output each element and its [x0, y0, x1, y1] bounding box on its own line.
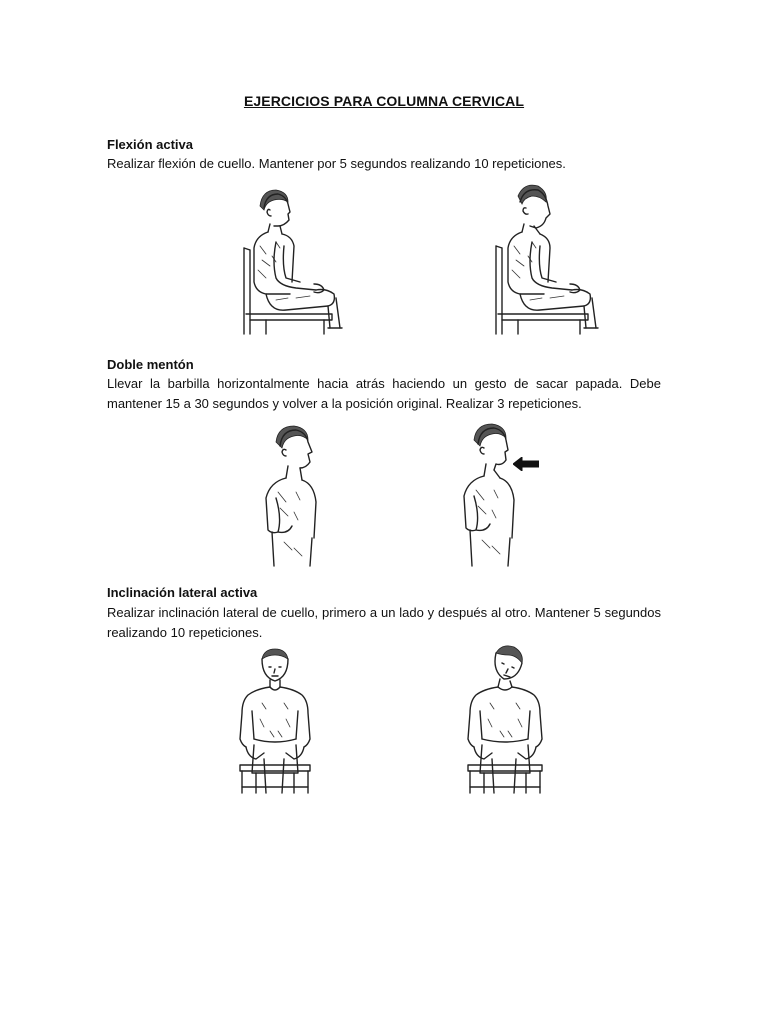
- section-heading-inclinacion: Inclinación lateral activa: [107, 585, 258, 600]
- section-text-flexion: Realizar flexión de cuello. Mantener por 5 segundos realizando 10 repeticiones.: [107, 156, 566, 171]
- seated-neck-flexion-figure: [488, 180, 604, 336]
- document-title: EJERCICIOS PARA COLUMNA CERVICAL: [243, 93, 525, 109]
- chin-retraction-figure: [460, 420, 544, 568]
- seated-front-tilt-figure: [462, 643, 548, 795]
- seated-front-upright-figure: [234, 647, 316, 795]
- arrow-left-icon: [513, 457, 539, 471]
- section-text-inclinacion: Realizar inclinación lateral de cuello, primero a un lado y después al otro. Mantener 5 segundos realizando 10 repeticiones.: [107, 605, 661, 640]
- seated-upright-figure: [236, 186, 348, 336]
- section-heading-flexion: Flexión activa: [107, 137, 193, 152]
- section-text-doble-menton: Llevar la barbilla horizontalmente hacia atrás haciendo un gesto de sacar papada. Debe mantener 15 a 30 segundos y volver a la posición original. Realizar 3 repeticiones.: [107, 376, 661, 411]
- chin-neutral-figure: [258, 422, 338, 568]
- section-heading-doble-menton: Doble mentón: [107, 357, 194, 372]
